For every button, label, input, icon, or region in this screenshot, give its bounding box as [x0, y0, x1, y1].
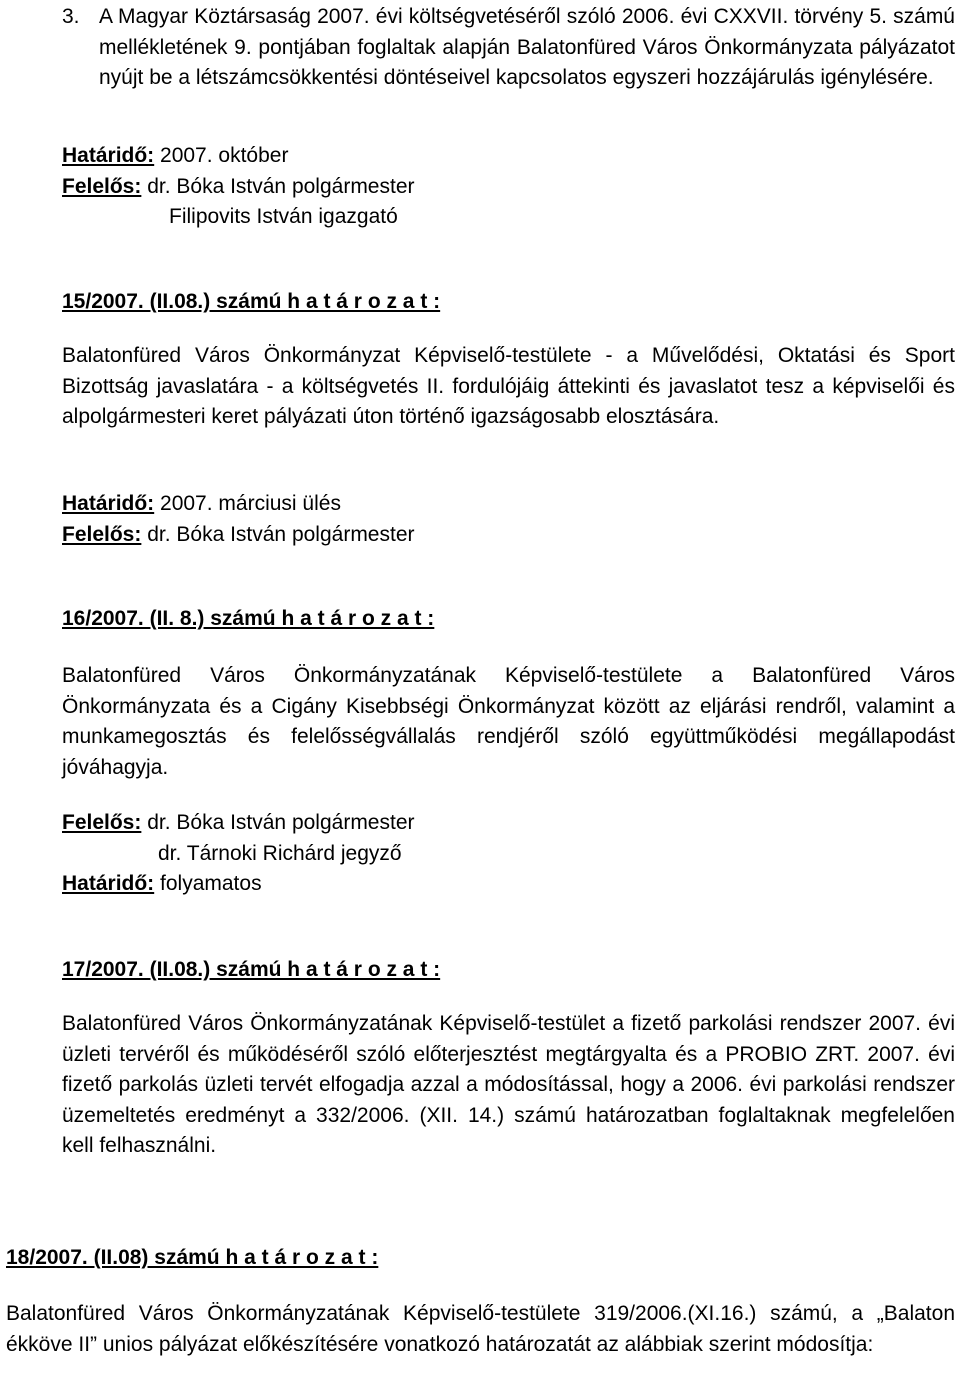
resolution-15-text: Balatonfüred Város Önkormányzat Képviselő-testülete - a Művelődési, Oktatási és Sport Bizottság javaslatára - a költségvetés II. fordulójáig áttekinti és javaslatot tesz a képviselői és alpolgármesteri keret pályázati úton történő igazságosabb elosztására.	[62, 344, 955, 428]
resolution-15-meta	[62, 489, 762, 550]
deadline-value: 2007. október	[154, 144, 289, 167]
responsible-second: dr. Tárnoki Richárd jegyző	[158, 841, 402, 865]
item-3-number	[62, 2, 80, 33]
deadline-value: 2007. márciusi ülés	[154, 492, 341, 515]
item-3-meta	[62, 141, 762, 233]
deadline-label: Határidő:	[62, 872, 155, 895]
deadline-line	[62, 489, 762, 520]
resolution-18-text: Balatonfüred Város Önkormányzatának Képviselő-testülete 319/2006.(XI.16.) számú, a „Balaton ékköve II” unios pályázat előkészítésére vonatkozó határozatát az alábbiak szerint módosítja:	[6, 1302, 955, 1356]
resolution-17-title: 17/2007. (II.08.) számú h a t á r o z a t :	[62, 958, 441, 981]
responsible-label: Felelős:	[62, 522, 142, 546]
responsible-value: dr. Bóka István polgármester	[141, 522, 415, 546]
responsible-label: Felelős:	[62, 811, 142, 834]
resolution-17-text: Balatonfüred Város Önkormányzatának Képviselő-testület a fizető parkolási rendszer 2007. évi üzleti tervéről és működéséről szóló előterjesztést megtárgyalta és a PROBIO ZRT. 2007. évi fizető parkolás üzleti tervét elfogadja azzal a módosítással, hogy a 2006. évi parkolási rendszer üzemeltetés eredményt a 332/2006. (XII. 14.) számú határozatban foglaltaknak megfelelően kell felhasználni.	[62, 1012, 955, 1157]
responsible-second: Filipovits István igazgató	[169, 205, 398, 228]
deadline-value: folyamatos	[154, 872, 262, 895]
resolution-16-meta	[62, 808, 762, 900]
resolution-16-title: 16/2007. (II. 8.) számú h a t á r o z a t :	[62, 607, 435, 630]
item-3-text: A Magyar Köztársaság 2007. évi költségvetéséről szóló 2006. évi CXXVII. törvény 5. számú mellékletének 9. pontjában foglaltak alapján Balatonfüred Város Önkormányzata pályázatot nyújt be a létszámcsökkentési döntéseivel kapcsolatos egyszeri hozzájárulás igénylésére.	[99, 5, 955, 89]
resolution-15-title: 15/2007. (II.08.) számú h a t á r o z a t :	[62, 290, 441, 313]
responsible-line	[62, 172, 762, 203]
deadline-label: Határidő:	[62, 492, 155, 515]
item-number: 3.	[62, 5, 80, 28]
deadline-line	[62, 141, 762, 172]
deadline-label: Határidő:	[62, 144, 155, 167]
responsible-value: dr. Bóka István polgármester	[141, 811, 415, 834]
resolution-18-title: 18/2007. (II.08) számú h a t á r o z a t :	[6, 1246, 379, 1269]
responsible-line	[62, 520, 762, 551]
responsible-line	[62, 808, 762, 839]
deadline-line	[62, 869, 762, 900]
responsible-value: dr. Bóka István polgármester	[141, 174, 415, 198]
resolution-16-text: Balatonfüred Város Önkormányzatának Képviselő-testülete a Balatonfüred Város Önkormányzata és a Cigány Kisebbségi Önkormányzat között az eljárási rendről, valamint a munkamegosztás és felelősségvállalás rendjéről szóló együttműködési megállapodást jóváhagyja.	[62, 664, 955, 779]
responsible-label: Felelős:	[62, 174, 142, 198]
